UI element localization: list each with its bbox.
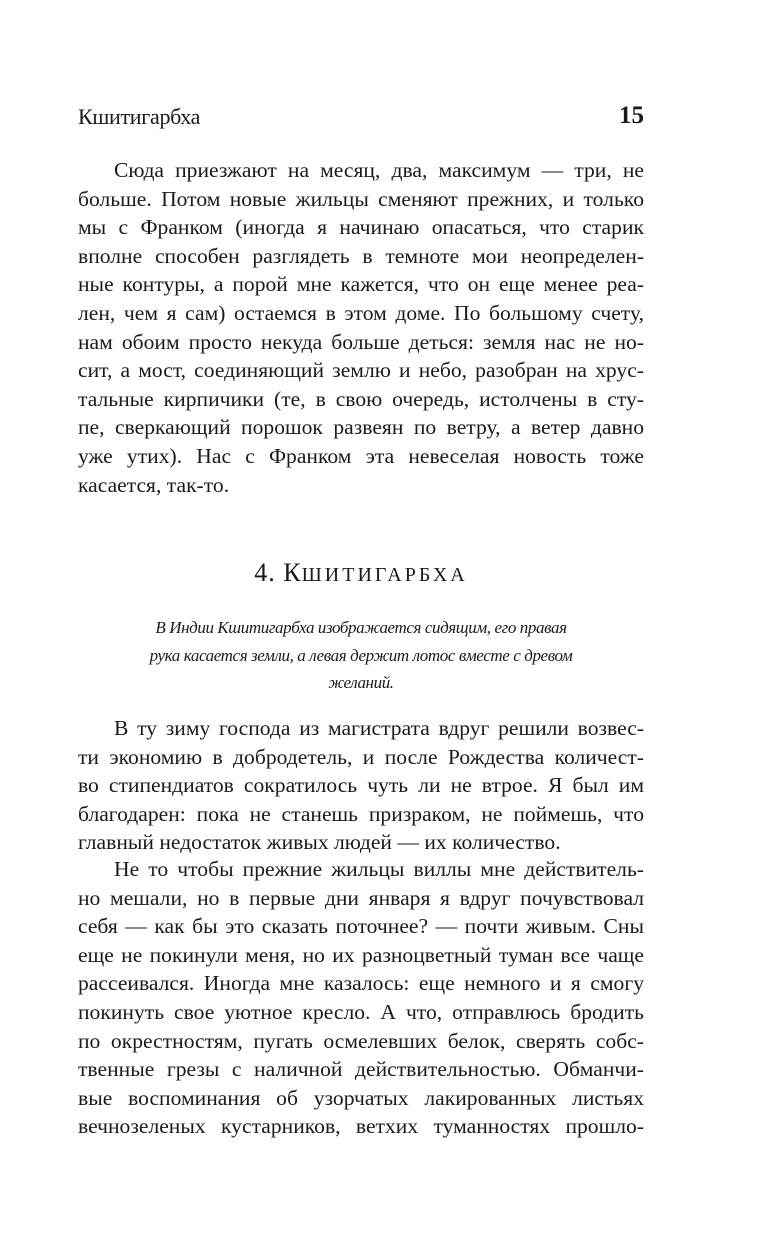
text-line: касается, так-то. [78, 472, 230, 497]
text-line: вые воспоминания об узорчатых лакированных листьях [78, 1085, 644, 1110]
text-line: сит, а мост, соединяющий землю и небо, разобран на хрус- [78, 358, 644, 383]
running-head [78, 104, 644, 136]
text-line: пе, сверкающий порошок развеян по ветру, а ветер давно [78, 415, 644, 440]
chapter-title-initial: К [283, 558, 302, 587]
epigraph [78, 614, 644, 697]
text-line: лен, чем я сам) остаемся в этом доме. По большому счету, [78, 300, 644, 325]
running-title: Кшитигарбха [78, 104, 201, 129]
text-line: уже утих). Нас с Франком эта невеселая новость тоже [78, 443, 644, 468]
text-line: мы с Франком (иногда я начинаю опасаться, что старик [78, 215, 644, 240]
chapter-title-rest: ШИТИГАРБХА [301, 564, 468, 586]
text-line: ные контуры, а порой мне кажется, что он еще менее реа- [78, 272, 644, 297]
text-line: Не то чтобы прежние жильцы виллы мне действитель- [114, 857, 644, 881]
text-line: Сюда приезжают на месяц, два, максимум — три, не [114, 158, 644, 182]
text-line: во стипендиатов сократилось чуть ли не втрое. Я был им [78, 773, 644, 798]
paragraph-3 [78, 855, 644, 1141]
text-line: еще не покинули меня, но их разноцветный туман все чаще [78, 942, 644, 967]
text-line: больше. Потом новые жильцы сменяют прежних, и только [78, 186, 644, 211]
text-line: покинуть свое уютное кресло. А что, отправлюсь бродить [78, 999, 644, 1024]
text-line: по окрестностям, пугать осмелевших белок, сверять собс- [78, 1028, 644, 1053]
epigraph-line: В Индии Кшитигарбха изображается сидящим, его правая [155, 618, 567, 637]
text-line: твенные грезы с наличной действительностью. Обманчи- [78, 1057, 644, 1082]
text-line: но мешали, но в первые дни января я вдруг почувствовал [78, 885, 644, 910]
text-line: благодарен: пока не станешь призраком, не поймешь, что [78, 801, 644, 826]
text-line: вполне способен разглядеть в темноте мои неопределен- [78, 243, 644, 268]
book-page [78, 0, 644, 1240]
text-line: главный недостаток живых людей — их количество. [78, 830, 561, 855]
text-line: В ту зиму господа из магистрата вдруг решили возвес- [114, 716, 644, 740]
page-number: 15 [619, 102, 644, 129]
epigraph-line: желаний. [328, 673, 394, 692]
text-line: вечнозеленых кустарников, ветхих туманностях прошло- [78, 1114, 644, 1139]
paragraph-1 [78, 156, 644, 499]
text-line: нам обоим просто некуда больше деться: земля нас не но- [78, 329, 644, 354]
text-line: рассеивался. Иногда мне казалось: еще немного и я смогу [78, 971, 644, 996]
text-line: ти экономию в добродетель, и после Рождества количест- [78, 744, 644, 769]
paragraph-2 [78, 714, 644, 857]
text-line: себя — как бы это сказать поточнее? — почти живым. Сны [78, 914, 644, 939]
chapter-number: 4. [254, 558, 276, 587]
chapter-heading [78, 558, 644, 588]
text-line: тальные кирпичики (те, в свою очередь, истолчены в сту- [78, 386, 644, 411]
epigraph-line: рука касается земли, а левая держит лотос вместе с древом [149, 645, 573, 665]
